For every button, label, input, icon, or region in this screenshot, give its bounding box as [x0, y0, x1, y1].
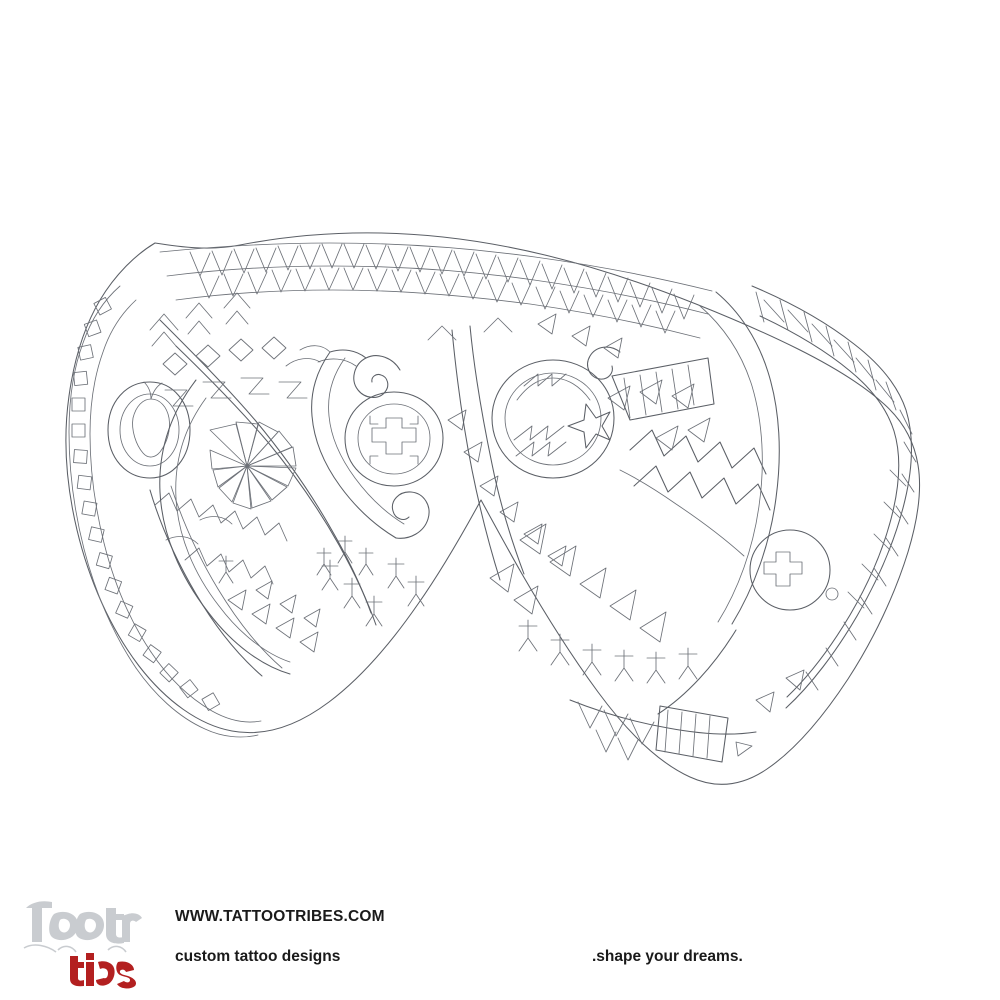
shark-teeth-top-band: [160, 243, 712, 338]
artwork-outline: [66, 233, 920, 784]
right-lobe-motifs: [490, 292, 838, 714]
bottom-fringe: [570, 670, 804, 762]
logo-svg: [18, 890, 158, 990]
footer: [0, 880, 1000, 1000]
tagline-custom-designs: custom tattoo designs: [175, 948, 341, 965]
center-rosettes: [318, 314, 622, 580]
left-lobe-motifs: [108, 293, 424, 676]
site-url[interactable]: WWW.TATTOOTRIBES.COM: [175, 908, 385, 925]
left-checker-border: [69, 286, 261, 737]
tagline-shape-your-dreams: .shape your dreams.: [592, 948, 743, 965]
tattoo-tribes-logo: [18, 890, 158, 990]
